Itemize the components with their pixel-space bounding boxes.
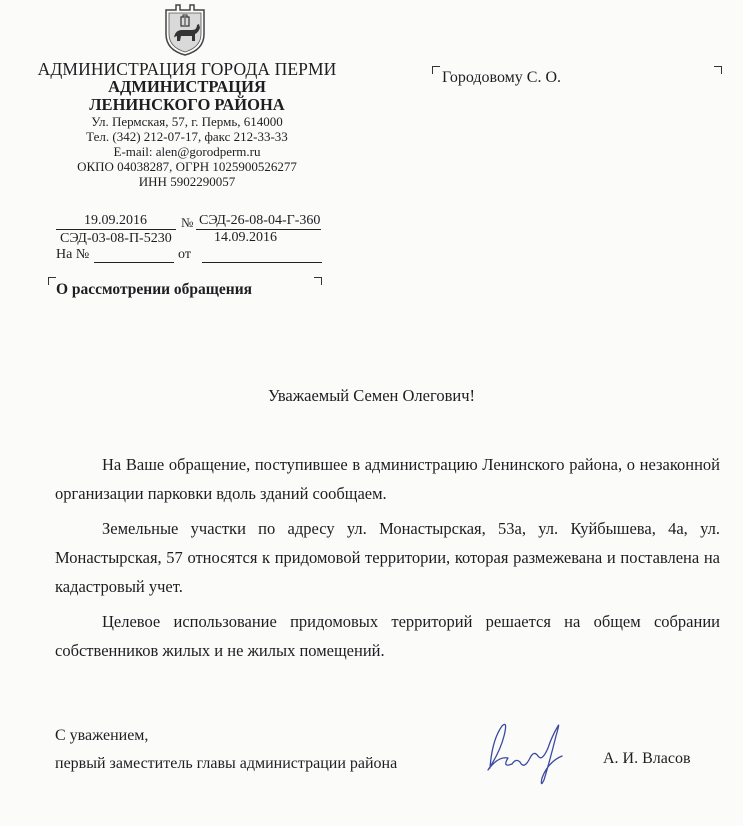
registration-block [56, 212, 346, 264]
city-emblem-icon [162, 4, 208, 56]
signer-position: первый заместитель главы администрации района [55, 755, 398, 772]
salutation: Уважаемый Семен Олегович! [268, 386, 475, 405]
underline [94, 262, 174, 263]
in-reply-label: На № [56, 247, 90, 262]
incoming-number: СЭД-03-08-П-5230 [60, 231, 172, 246]
handwritten-signature [478, 718, 578, 790]
bracket-corner-right [714, 66, 722, 74]
outgoing-date: 19.09.2016 [84, 213, 147, 228]
org-inn: ИНН 5902290057 [138, 174, 236, 189]
org-name-district: ЛЕНИНСКОГО РАЙОНА [89, 95, 285, 114]
org-email: E-mail: alen@gorodperm.ru [113, 144, 261, 159]
closing-block [55, 722, 397, 778]
signer-name: А. И. Власов [603, 750, 691, 767]
subject-line: О рассмотрении обращения [56, 281, 253, 298]
paragraph: Целевое использование придомовых территорий решается на общем собрании собственников жилых и не жилых помещений. [55, 612, 720, 660]
org-name-admin: АДМИНИСТРАЦИЯ [108, 77, 266, 96]
subject-block [48, 277, 328, 303]
underline [56, 229, 176, 230]
paragraph: На Ваше обращение, поступившее в администрацию Ленинского района, о незаконной организации парковки вдоль зданий сообщаем. [55, 455, 720, 503]
recipient-name: Городовому С. О. [442, 69, 562, 86]
bracket-corner-left [48, 277, 56, 285]
underline [202, 262, 322, 263]
letter-body [55, 450, 720, 671]
org-phone: Тел. (342) 212-07-17, факс 212-33-33 [86, 129, 288, 144]
paragraph: Земельные участки по адресу ул. Монастырская, 53а, ул. Куйбышева, 4а, ул. Монастырская, 57 относятся к придомовой территории, которая размежевана и поставлена на кадастровый учет. [55, 519, 720, 596]
regards-line: С уважением, [55, 727, 149, 744]
outgoing-number: СЭД-26-08-04-Г-360 [199, 213, 321, 228]
from-label: от [178, 247, 191, 262]
org-address: Ул. Пермская, 57, г. Пермь, 614000 [91, 114, 283, 129]
letterhead [22, 60, 352, 189]
org-okpo: ОКПО 04038287, ОГРН 1025900526277 [77, 159, 297, 174]
bracket-corner-left [432, 66, 440, 74]
recipient-block [432, 66, 732, 96]
incoming-date: 14.09.2016 [214, 230, 277, 245]
number-sign: № [181, 215, 194, 230]
org-name-city: АДМИНИСТРАЦИЯ ГОРОДА ПЕРМИ [37, 59, 337, 79]
bracket-corner-right [314, 277, 322, 285]
